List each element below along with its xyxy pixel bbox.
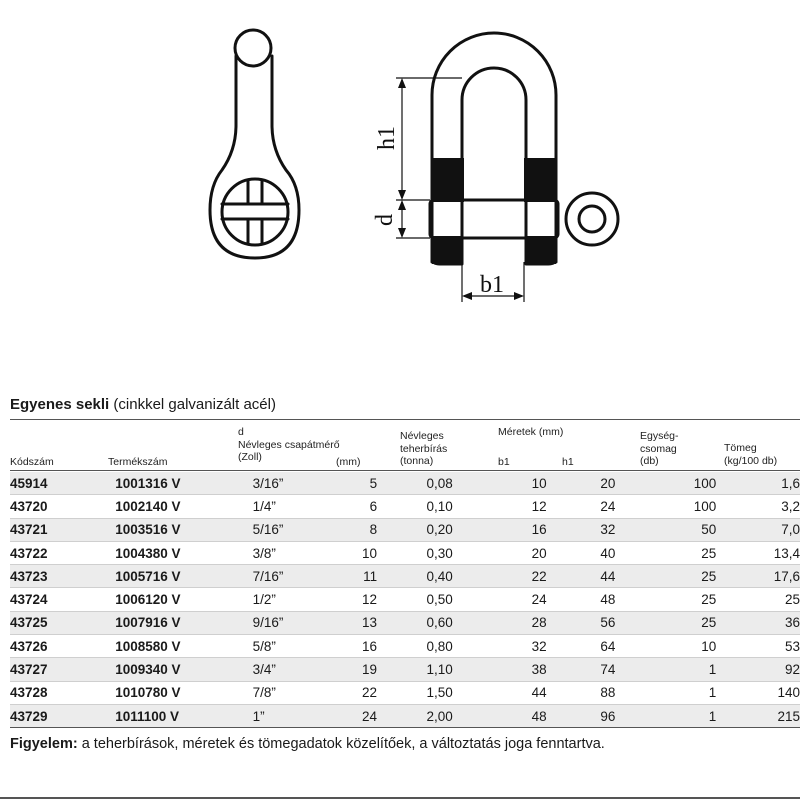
weight-cell: 25 [744,588,800,611]
h1-dimension-label: h1 [374,126,400,150]
b1-cell: 16 [532,518,601,541]
spacer-cell [716,541,744,564]
pin-diameter-inch-cell: 3/4” [253,658,328,681]
h1-cell: 74 [600,658,654,681]
header-egyseg-line2: csomag [640,442,677,455]
b1-cell: 12 [532,495,601,518]
pin-diameter-mm-cell: 24 [328,704,377,727]
b1-cell: 24 [532,588,601,611]
pack-unit-cell: 25 [654,565,716,588]
load-capacity-cell: 0,50 [426,588,531,611]
table-row [10,565,800,588]
pack-unit-cell: 25 [654,541,716,564]
pin-diameter-inch-cell: 5/8” [253,635,328,658]
code-cell: 43728 [10,681,115,704]
pin-diameter-mm-cell: 8 [328,518,377,541]
code-cell: 43726 [10,635,115,658]
table-row [10,541,800,564]
header-d-mm: (mm) [336,456,361,468]
pack-unit-cell: 10 [654,635,716,658]
pack-unit-cell: 1 [654,658,716,681]
shackle-technical-drawing [0,0,800,330]
header-d-symbol: d [238,426,244,438]
table-row [10,635,800,658]
load-capacity-cell: 0,30 [426,541,531,564]
b1-cell: 20 [532,541,601,564]
h1-cell: 56 [600,611,654,634]
code-cell: 43725 [10,611,115,634]
header-tomeg-line2: (kg/100 db) [724,454,778,467]
pin-diameter-mm-cell: 19 [328,658,377,681]
pack-unit-cell: 1 [654,681,716,704]
pin-diameter-inch-cell: 5/16” [253,518,328,541]
load-capacity-cell: 0,20 [426,518,531,541]
spacer-cell [716,611,744,634]
code-cell: 43722 [10,541,115,564]
pin-diameter-mm-cell: 5 [328,472,377,495]
product-number-cell: 1004380 V [115,541,252,564]
header-kodszam: Kódszám [10,456,54,468]
spacer-cell [377,704,426,727]
spacer-cell [377,565,426,588]
d-dimension-label: d [372,214,398,226]
pin-diameter-mm-cell: 16 [328,635,377,658]
spacer-cell [377,611,426,634]
header-d-name: Névleges csapátmérő [238,438,340,451]
table-top-rule [10,419,800,420]
h1-cell: 20 [600,472,654,495]
table-row [10,611,800,634]
table-row [10,704,800,727]
spacer-cell [377,518,426,541]
shackle-spec-table [10,472,800,728]
pin-diameter-inch-cell: 3/8” [253,541,328,564]
weight-cell: 215 [744,704,800,727]
pin-diameter-mm-cell: 6 [328,495,377,518]
code-cell: 43721 [10,518,115,541]
pack-unit-cell: 1 [654,704,716,727]
pack-unit-cell: 50 [654,518,716,541]
code-cell: 43724 [10,588,115,611]
load-capacity-cell: 0,10 [426,495,531,518]
product-name: Egyenes sekli [10,396,110,413]
b1-cell: 44 [532,681,601,704]
h1-cell: 24 [600,495,654,518]
header-d-group [238,426,340,464]
pin-diameter-mm-cell: 12 [328,588,377,611]
h1-cell: 44 [600,565,654,588]
code-cell: 43723 [10,565,115,588]
pack-unit-cell: 100 [654,472,716,495]
table-row [10,495,800,518]
pack-unit-cell: 100 [654,495,716,518]
header-tomeg [724,442,777,467]
spacer-cell [716,588,744,611]
table-title [10,396,276,413]
b1-cell: 32 [532,635,601,658]
h1-cell: 96 [600,704,654,727]
load-capacity-cell: 0,08 [426,472,531,495]
header-teherbiras-line1: Névleges [400,430,444,442]
header-tomeg-line1: Tömeg [724,442,757,454]
h1-cell: 48 [600,588,654,611]
product-number-cell: 1001316 V [115,472,252,495]
header-d-zoll: (Zoll) [238,451,262,463]
header-egyseg-line1: Egység- [640,430,679,442]
table-row [10,588,800,611]
spacer-cell [716,518,744,541]
header-bottom-rule [10,470,800,471]
product-number-cell: 1002140 V [115,495,252,518]
load-capacity-cell: 2,00 [426,704,531,727]
note-text: a teherbírások, méretek és tömegadatok közelítőek, a változtatás joga fenntartva. [81,736,605,752]
spacer-cell [377,541,426,564]
header-egyseg-line3: (db) [640,455,659,467]
weight-cell: 92 [744,658,800,681]
pin-diameter-mm-cell: 13 [328,611,377,634]
disclaimer-note [10,736,605,752]
product-number-cell: 1003516 V [115,518,252,541]
page-bottom-rule [0,797,800,799]
product-number-cell: 1009340 V [115,658,252,681]
header-teherbiras-line3: (tonna) [400,455,434,467]
load-capacity-cell: 0,80 [426,635,531,658]
table-row [10,518,800,541]
spacer-cell [377,588,426,611]
h1-cell: 40 [600,541,654,564]
weight-cell: 36 [744,611,800,634]
pin-diameter-inch-cell: 9/16” [253,611,328,634]
code-cell: 43720 [10,495,115,518]
load-capacity-cell: 1,50 [426,681,531,704]
pin-diameter-mm-cell: 22 [328,681,377,704]
pack-unit-cell: 25 [654,588,716,611]
header-termekszam: Termékszám [108,456,168,468]
note-label: Figyelem: [10,736,78,752]
shackle-side-view [210,30,299,258]
pin-diameter-inch-cell: 1” [253,704,328,727]
table-row [10,658,800,681]
weight-cell: 3,2 [744,495,800,518]
header-meretek: Méretek (mm) [498,426,564,438]
product-number-cell: 1011100 V [115,704,252,727]
pin-diameter-inch-cell: 1/2” [253,588,328,611]
weight-cell: 7,0 [744,518,800,541]
pin-diameter-mm-cell: 11 [328,565,377,588]
weight-cell: 17,6 [744,565,800,588]
b1-cell: 10 [532,472,601,495]
spacer-cell [716,681,744,704]
pin-diameter-mm-cell: 10 [328,541,377,564]
b1-cell: 28 [532,611,601,634]
header-teherbiras-line2: teherbírás [400,442,448,455]
header-teherbiras [400,430,447,468]
spacer-cell [377,472,426,495]
pack-unit-cell: 25 [654,611,716,634]
spacer-cell [377,658,426,681]
spacer-cell [716,635,744,658]
load-capacity-cell: 1,10 [426,658,531,681]
product-number-cell: 1006120 V [115,588,252,611]
code-cell: 45914 [10,472,115,495]
b1-dimension-label: b1 [480,272,504,298]
product-number-cell: 1008580 V [115,635,252,658]
pin-diameter-inch-cell: 3/16” [253,472,328,495]
load-capacity-cell: 0,40 [426,565,531,588]
table-row [10,472,800,495]
h1-cell: 88 [600,681,654,704]
weight-cell: 13,4 [744,541,800,564]
h1-cell: 64 [600,635,654,658]
product-number-cell: 1010780 V [115,681,252,704]
header-b1: b1 [498,456,510,468]
b1-cell: 22 [532,565,601,588]
spacer-cell [377,635,426,658]
weight-cell: 1,6 [744,472,800,495]
b1-cell: 48 [532,704,601,727]
product-number-cell: 1007916 V [115,611,252,634]
table-row [10,681,800,704]
weight-cell: 140 [744,681,800,704]
header-egysegcsomag [640,430,679,468]
spacer-cell [716,658,744,681]
spacer-cell [716,565,744,588]
product-number-cell: 1005716 V [115,565,252,588]
load-capacity-cell: 0,60 [426,611,531,634]
weight-cell: 53 [744,635,800,658]
pin-diameter-inch-cell: 7/8” [253,681,328,704]
product-material: (cinkkel galvanizált acél) [113,396,276,413]
shackle-front-view [430,33,618,264]
b1-cell: 38 [532,658,601,681]
pin-diameter-inch-cell: 7/16” [253,565,328,588]
spacer-cell [716,472,744,495]
code-cell: 43727 [10,658,115,681]
header-h1: h1 [562,456,574,468]
pin-diameter-inch-cell: 1/4” [253,495,328,518]
h1-cell: 32 [600,518,654,541]
code-cell: 43729 [10,704,115,727]
spacer-cell [377,681,426,704]
spacer-cell [377,495,426,518]
spacer-cell [716,495,744,518]
spacer-cell [716,704,744,727]
